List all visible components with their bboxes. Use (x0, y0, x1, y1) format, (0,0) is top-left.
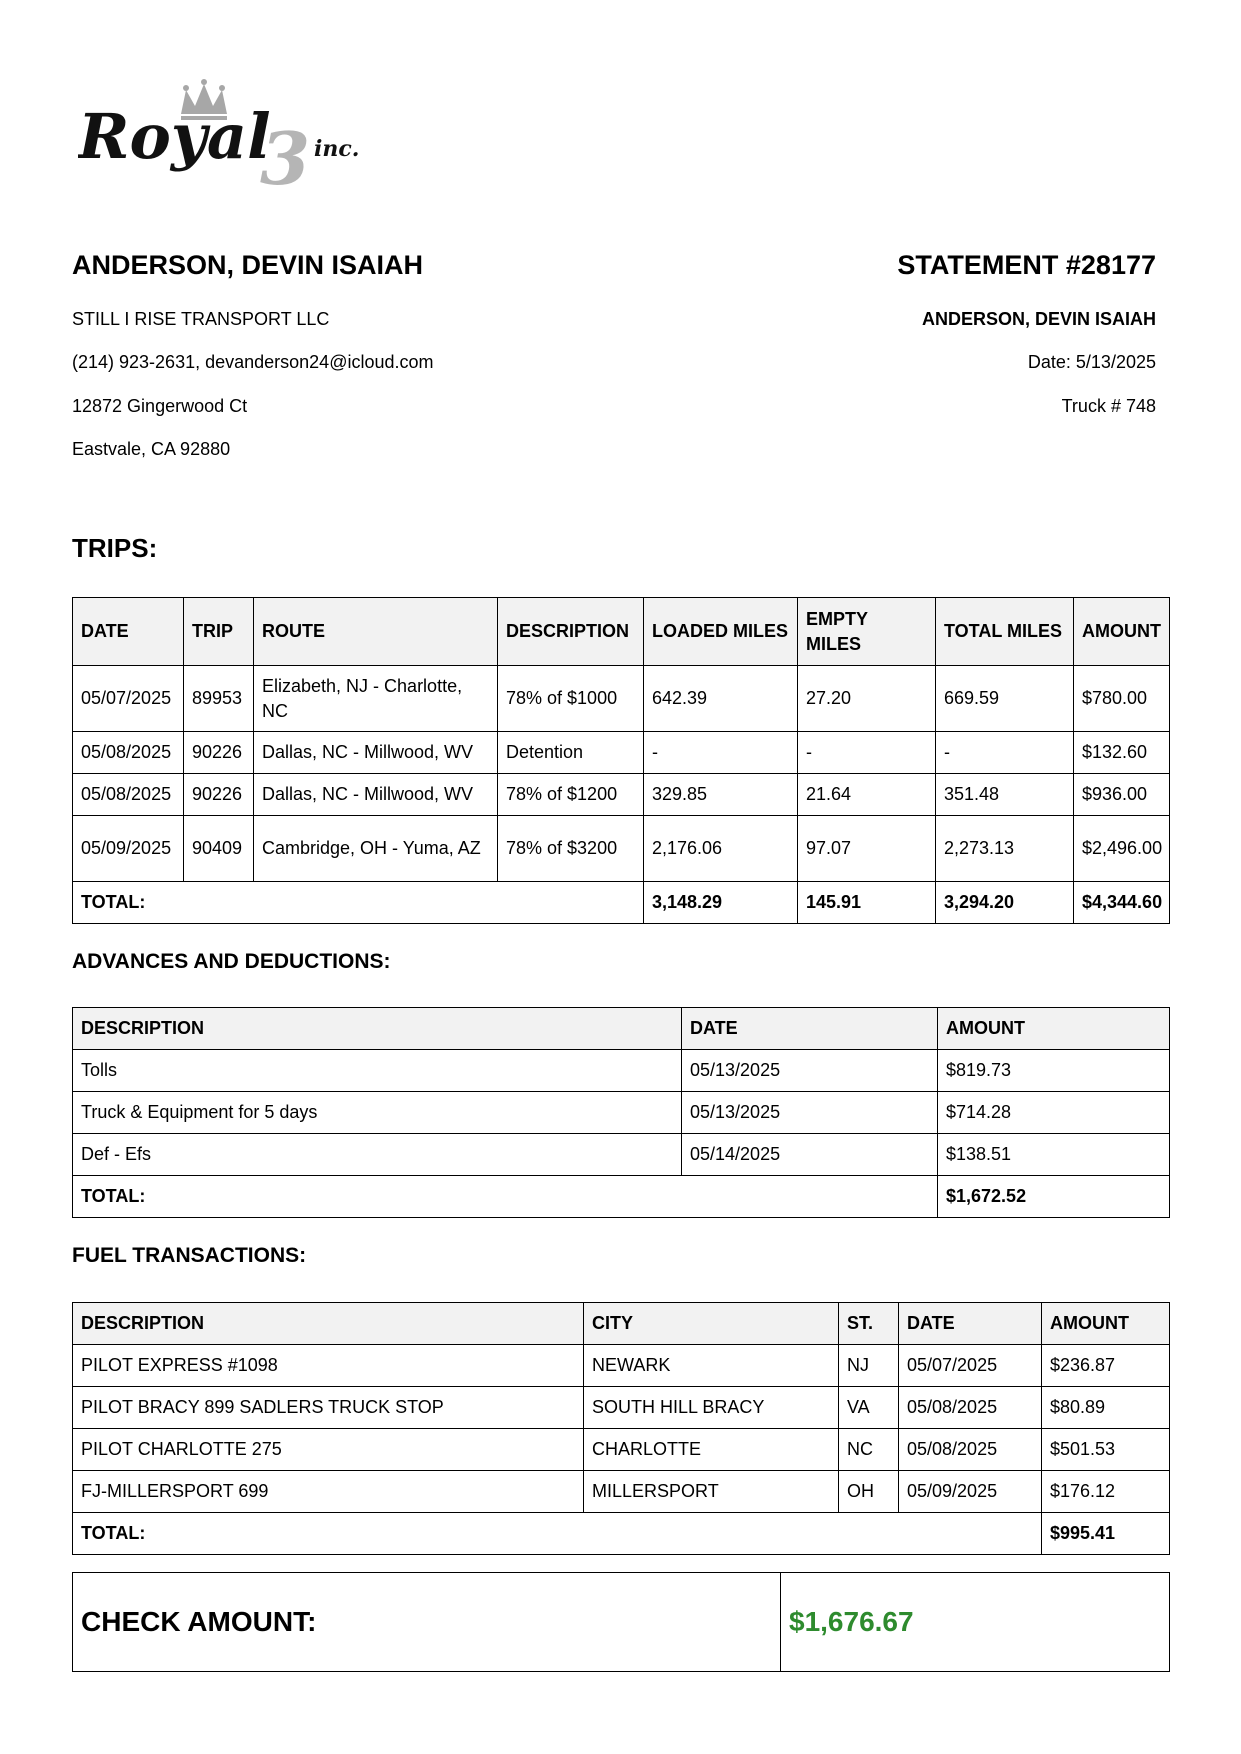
trip-number: 90226 (184, 774, 254, 816)
trip-loaded-miles: 2,176.06 (644, 816, 798, 882)
fuel-header-row (73, 1303, 1170, 1345)
truck-number: Truck # 748 (1061, 396, 1156, 416)
deduction-description: Def - Efs (73, 1134, 682, 1176)
check-amount-label: CHECK AMOUNT: (73, 1573, 781, 1672)
trip-amount: $2,496.00 (1074, 816, 1170, 882)
col-header: AMOUNT (1042, 1303, 1170, 1345)
fuel-amount: $80.89 (1042, 1387, 1170, 1429)
trip-amount: $132.60 (1074, 732, 1170, 774)
total-amount: $4,344.60 (1074, 882, 1170, 924)
trip-amount: $936.00 (1074, 774, 1170, 816)
address-line-2: Eastvale, CA 92880 (72, 439, 231, 459)
trip-number: 90226 (184, 732, 254, 774)
trip-amount: $780.00 (1074, 666, 1170, 732)
fuel-amount: $236.87 (1042, 1345, 1170, 1387)
fuel-amount: $501.53 (1042, 1429, 1170, 1471)
fuel-city: MILLERSPORT (584, 1471, 839, 1513)
statement-driver-name: ANDERSON, DEVIN ISAIAH (921, 309, 1156, 329)
total-miles: 3,294.20 (936, 882, 1074, 924)
col-header: AMOUNT (1074, 598, 1170, 666)
deduction-amount: $714.28 (938, 1092, 1170, 1134)
fuel-title: FUEL TRANSACTIONS: (72, 1244, 307, 1267)
trip-description: Detention (498, 732, 644, 774)
fuel-state: NJ (839, 1345, 899, 1387)
table-row (73, 1050, 1170, 1092)
total-label: TOTAL: (73, 1513, 1042, 1555)
deduction-date: 05/13/2025 (682, 1092, 938, 1134)
trip-date: 05/08/2025 (73, 774, 184, 816)
fuel-description: PILOT CHARLOTTE 275 (73, 1429, 584, 1471)
statement-number: STATEMENT #28177 (897, 250, 1156, 280)
col-header: TRIP (184, 598, 254, 666)
col-header: DATE (682, 1008, 938, 1050)
trip-number: 89953 (184, 666, 254, 732)
address-line-1: 12872 Gingerwood Ct (72, 396, 248, 416)
total-label: TOTAL: (73, 1176, 938, 1218)
fuel-date: 05/08/2025 (899, 1387, 1042, 1429)
table-row (73, 732, 1170, 774)
trip-empty-miles: 27.20 (798, 666, 936, 732)
col-header: DATE (73, 598, 184, 666)
advances-table (72, 1007, 1170, 1218)
col-header: CITY (584, 1303, 839, 1345)
total-amount: $995.41 (1042, 1513, 1170, 1555)
table-row (73, 1471, 1170, 1513)
deduction-description: Tolls (73, 1050, 682, 1092)
trip-description: 78% of $3200 (498, 816, 644, 882)
col-header: DESCRIPTION (498, 598, 644, 666)
fuel-state: NC (839, 1429, 899, 1471)
total-loaded-miles: 3,148.29 (644, 882, 798, 924)
check-amount-value: $1,676.67 (781, 1573, 1170, 1672)
trip-description: 78% of $1200 (498, 774, 644, 816)
fuel-total-row (73, 1513, 1170, 1555)
table-row (73, 816, 1170, 882)
trips-title: TRIPS: (72, 533, 158, 563)
logo-suffix: inc. (314, 136, 360, 162)
trip-loaded-miles: 642.39 (644, 666, 798, 732)
fuel-amount: $176.12 (1042, 1471, 1170, 1513)
fuel-date: 05/07/2025 (899, 1345, 1042, 1387)
trips-total-row (73, 882, 1170, 924)
total-amount: $1,672.52 (938, 1176, 1170, 1218)
contact-info: (214) 923-2631, devanderson24@icloud.com (72, 352, 434, 372)
table-row (73, 774, 1170, 816)
trip-route: Cambridge, OH - Yuma, AZ (254, 816, 498, 882)
trip-description: 78% of $1000 (498, 666, 644, 732)
fuel-city: CHARLOTTE (584, 1429, 839, 1471)
table-row (73, 1134, 1170, 1176)
fuel-description: FJ-MILLERSPORT 699 (73, 1471, 584, 1513)
company-logo (78, 78, 388, 193)
fuel-state: OH (839, 1471, 899, 1513)
col-header: LOADED MILES (644, 598, 798, 666)
trip-route: Dallas, NC - Millwood, WV (254, 732, 498, 774)
col-header: AMOUNT (938, 1008, 1170, 1050)
company-name: STILL I RISE TRANSPORT LLC (72, 309, 330, 329)
col-header: ROUTE (254, 598, 498, 666)
deduction-amount: $138.51 (938, 1134, 1170, 1176)
trip-total-miles: - (936, 732, 1074, 774)
fuel-date: 05/08/2025 (899, 1429, 1042, 1471)
col-header: TOTAL MILES (936, 598, 1074, 666)
driver-name-heading: ANDERSON, DEVIN ISAIAH (72, 250, 424, 280)
trip-empty-miles: 97.07 (798, 816, 936, 882)
deduction-date: 05/14/2025 (682, 1134, 938, 1176)
trip-route: Dallas, NC - Millwood, WV (254, 774, 498, 816)
total-empty-miles: 145.91 (798, 882, 936, 924)
fuel-description: PILOT BRACY 899 SADLERS TRUCK STOP (73, 1387, 584, 1429)
advances-title: ADVANCES AND DEDUCTIONS: (72, 950, 391, 973)
table-row (73, 1345, 1170, 1387)
total-label: TOTAL: (73, 882, 644, 924)
trip-loaded-miles: 329.85 (644, 774, 798, 816)
table-row (73, 1429, 1170, 1471)
fuel-table (72, 1302, 1170, 1555)
statement-date: Date: 5/13/2025 (1027, 352, 1156, 372)
fuel-description: PILOT EXPRESS #1098 (73, 1345, 584, 1387)
table-row (73, 1387, 1170, 1429)
col-header: ST. (839, 1303, 899, 1345)
fuel-city: NEWARK (584, 1345, 839, 1387)
fuel-city: SOUTH HILL BRACY (584, 1387, 839, 1429)
fuel-date: 05/09/2025 (899, 1471, 1042, 1513)
table-row (73, 666, 1170, 732)
deduction-date: 05/13/2025 (682, 1050, 938, 1092)
trips-table (72, 597, 1170, 924)
trips-header-row (73, 598, 1170, 666)
table-row (73, 1092, 1170, 1134)
col-header: DATE (899, 1303, 1042, 1345)
trip-date: 05/09/2025 (73, 816, 184, 882)
col-header: DESCRIPTION (73, 1303, 584, 1345)
advances-total-row (73, 1176, 1170, 1218)
trip-empty-miles: 21.64 (798, 774, 936, 816)
deduction-description: Truck & Equipment for 5 days (73, 1092, 682, 1134)
trip-total-miles: 669.59 (936, 666, 1074, 732)
trip-route: Elizabeth, NJ - Charlotte, NC (254, 666, 498, 732)
check-amount-box (72, 1572, 1170, 1672)
trip-empty-miles: - (798, 732, 936, 774)
logo-numeral: 3 (260, 116, 311, 193)
deduction-amount: $819.73 (938, 1050, 1170, 1092)
trip-date: 05/07/2025 (73, 666, 184, 732)
logo-wordmark: Royal (78, 100, 271, 173)
col-header: EMPTY MILES (798, 598, 936, 666)
col-header: DESCRIPTION (73, 1008, 682, 1050)
advances-header-row (73, 1008, 1170, 1050)
fuel-state: VA (839, 1387, 899, 1429)
trip-total-miles: 351.48 (936, 774, 1074, 816)
trip-total-miles: 2,273.13 (936, 816, 1074, 882)
trip-loaded-miles: - (644, 732, 798, 774)
trip-date: 05/08/2025 (73, 732, 184, 774)
trip-number: 90409 (184, 816, 254, 882)
